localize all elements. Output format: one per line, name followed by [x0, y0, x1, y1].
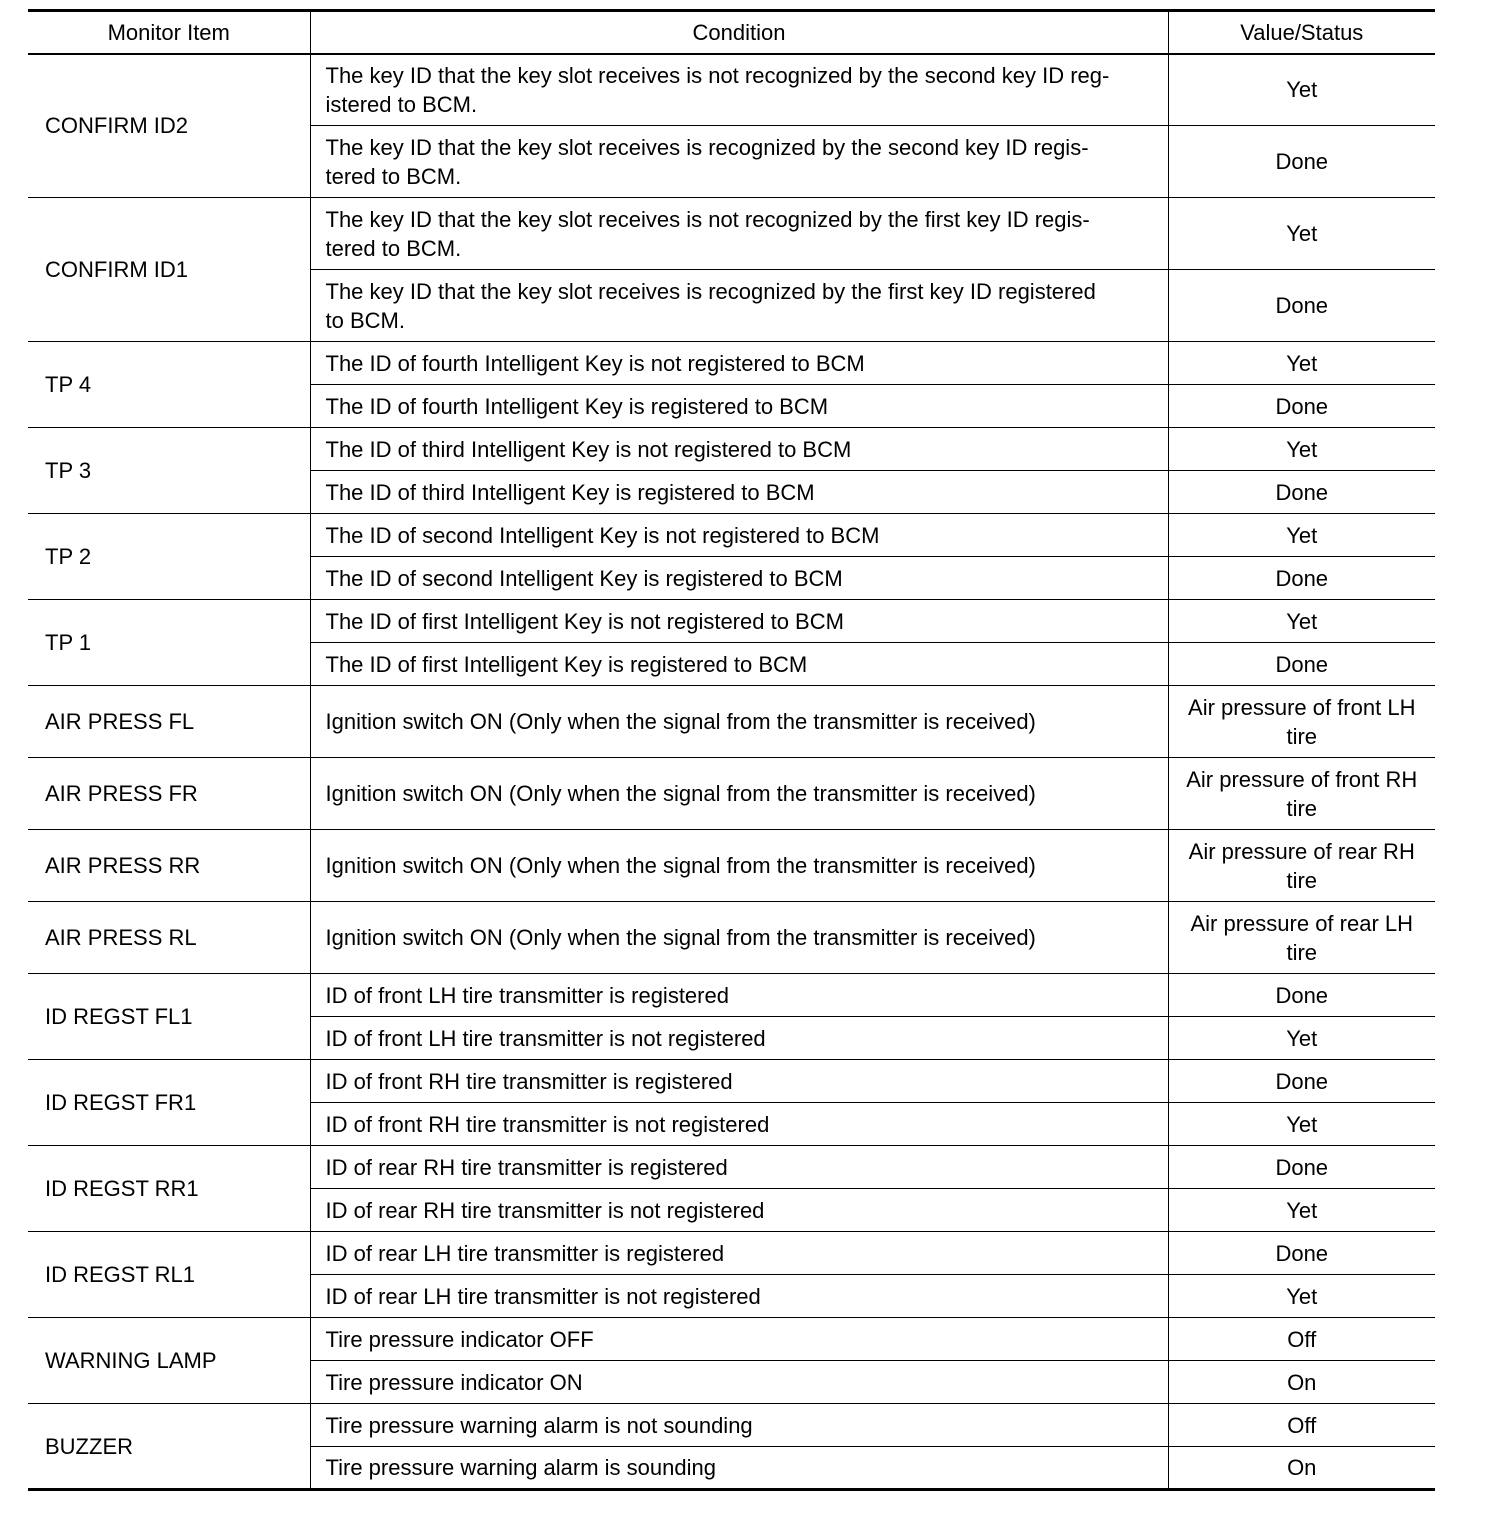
- value-line: Air pressure of front LH: [1188, 694, 1416, 720]
- value-cell: Yet: [1168, 1103, 1435, 1146]
- monitor-item-cell: WARNING LAMP: [28, 1318, 310, 1404]
- header-condition: Condition: [310, 11, 1168, 54]
- value-cell: [1168, 686, 1435, 758]
- value-cell: Done: [1168, 270, 1435, 342]
- condition-line: The key ID that the key slot receives is recognized by the first key ID registered: [325, 278, 1096, 304]
- value-cell: Done: [1168, 385, 1435, 428]
- value-cell: Yet: [1168, 428, 1435, 471]
- condition-cell: ID of front RH tire transmitter is not registered: [310, 1103, 1168, 1146]
- condition-cell: ID of front LH tire transmitter is not registered: [310, 1017, 1168, 1060]
- table-row: [28, 830, 1435, 902]
- value-cell: Yet: [1168, 342, 1435, 385]
- condition-cell: [310, 126, 1168, 198]
- value-line: Air pressure of rear RH: [1188, 838, 1415, 864]
- value-cell: Yet: [1168, 1189, 1435, 1232]
- value-cell: Yet: [1168, 1275, 1435, 1318]
- condition-cell: The ID of first Intelligent Key is not registered to BCM: [310, 600, 1168, 643]
- table-row: [28, 428, 1435, 471]
- value-cell: [1168, 902, 1435, 974]
- table-row: [28, 1146, 1435, 1189]
- condition-line: The key ID that the key slot receives is recognized by the second key ID regis-: [325, 134, 1089, 160]
- condition-line: istered to BCM.: [325, 91, 478, 117]
- table-row: [28, 600, 1435, 643]
- condition-line: The key ID that the key slot receives is not recognized by the first key ID regis-: [325, 206, 1090, 232]
- monitor-item-cell: ID REGST RL1: [28, 1232, 310, 1318]
- table-row: [28, 514, 1435, 557]
- value-cell: Yet: [1168, 1017, 1435, 1060]
- monitor-item-cell: ID REGST FL1: [28, 974, 310, 1060]
- value-line: Air pressure of rear LH: [1190, 910, 1414, 936]
- condition-cell: ID of front LH tire transmitter is registered: [310, 974, 1168, 1017]
- condition-cell: The ID of third Intelligent Key is not registered to BCM: [310, 428, 1168, 471]
- condition-cell: The ID of fourth Intelligent Key is not registered to BCM: [310, 342, 1168, 385]
- value-cell: Yet: [1168, 600, 1435, 643]
- condition-cell: Tire pressure indicator ON: [310, 1361, 1168, 1404]
- condition-cell: Tire pressure warning alarm is sounding: [310, 1447, 1168, 1490]
- value-cell: Done: [1168, 1146, 1435, 1189]
- condition-cell: Ignition switch ON (Only when the signal from the transmitter is received): [310, 902, 1168, 974]
- monitor-item-cell: CONFIRM ID2: [28, 54, 310, 198]
- monitor-item-table: [28, 9, 1435, 1491]
- monitor-item-cell: TP 2: [28, 514, 310, 600]
- condition-line: The key ID that the key slot receives is not recognized by the second key ID reg-: [325, 62, 1110, 88]
- condition-cell: The ID of second Intelligent Key is not registered to BCM: [310, 514, 1168, 557]
- value-cell: Yet: [1168, 54, 1435, 126]
- condition-cell: ID of rear RH tire transmitter is not registered: [310, 1189, 1168, 1232]
- value-cell: Done: [1168, 557, 1435, 600]
- condition-line: tered to BCM.: [325, 235, 462, 261]
- table-row: [28, 902, 1435, 974]
- value-cell: Yet: [1168, 514, 1435, 557]
- table-row: [28, 1404, 1435, 1447]
- condition-line: tered to BCM.: [325, 163, 462, 189]
- value-cell: [1168, 830, 1435, 902]
- value-line: Air pressure of front RH: [1186, 766, 1418, 792]
- value-cell: [1168, 758, 1435, 830]
- condition-cell: Tire pressure warning alarm is not sounding: [310, 1404, 1168, 1447]
- condition-cell: [310, 270, 1168, 342]
- header-value-status: Value/Status: [1168, 11, 1435, 54]
- condition-cell: [310, 198, 1168, 270]
- value-cell: Done: [1168, 126, 1435, 198]
- monitor-item-cell: AIR PRESS FR: [28, 758, 310, 830]
- monitor-item-cell: BUZZER: [28, 1404, 310, 1490]
- monitor-item-cell: AIR PRESS RR: [28, 830, 310, 902]
- monitor-item-cell: TP 4: [28, 342, 310, 428]
- monitor-item-cell: AIR PRESS FL: [28, 686, 310, 758]
- condition-cell: Ignition switch ON (Only when the signal from the transmitter is received): [310, 830, 1168, 902]
- condition-cell: ID of rear LH tire transmitter is not registered: [310, 1275, 1168, 1318]
- table-row: [28, 1318, 1435, 1361]
- table-header-row: [28, 11, 1435, 54]
- condition-cell: ID of rear LH tire transmitter is registered: [310, 1232, 1168, 1275]
- table-row: [28, 974, 1435, 1017]
- monitor-item-cell: AIR PRESS RL: [28, 902, 310, 974]
- table-row: [28, 54, 1435, 126]
- value-cell: Off: [1168, 1318, 1435, 1361]
- table-row: [28, 1060, 1435, 1103]
- value-cell: On: [1168, 1447, 1435, 1490]
- value-cell: On: [1168, 1361, 1435, 1404]
- monitor-item-cell: ID REGST RR1: [28, 1146, 310, 1232]
- condition-cell: The ID of first Intelligent Key is registered to BCM: [310, 643, 1168, 686]
- table-row: [28, 686, 1435, 758]
- value-cell: Off: [1168, 1404, 1435, 1447]
- condition-line: to BCM.: [325, 307, 405, 333]
- table-row: [28, 758, 1435, 830]
- value-cell: Done: [1168, 643, 1435, 686]
- monitor-item-cell: CONFIRM ID1: [28, 198, 310, 342]
- condition-cell: The ID of second Intelligent Key is registered to BCM: [310, 557, 1168, 600]
- value-cell: Done: [1168, 1060, 1435, 1103]
- value-cell: Done: [1168, 471, 1435, 514]
- value-line: tire: [1286, 723, 1318, 749]
- value-cell: Done: [1168, 1232, 1435, 1275]
- monitor-item-cell: TP 3: [28, 428, 310, 514]
- condition-cell: ID of rear RH tire transmitter is registered: [310, 1146, 1168, 1189]
- monitor-item-cell: TP 1: [28, 600, 310, 686]
- condition-cell: Tire pressure indicator OFF: [310, 1318, 1168, 1361]
- condition-cell: Ignition switch ON (Only when the signal from the transmitter is received): [310, 686, 1168, 758]
- table-row: [28, 1232, 1435, 1275]
- condition-cell: Ignition switch ON (Only when the signal from the transmitter is received): [310, 758, 1168, 830]
- value-cell: Done: [1168, 974, 1435, 1017]
- condition-cell: The ID of fourth Intelligent Key is registered to BCM: [310, 385, 1168, 428]
- value-line: tire: [1286, 867, 1318, 893]
- value-line: tire: [1286, 939, 1318, 965]
- table-row: [28, 198, 1435, 270]
- condition-cell: The ID of third Intelligent Key is registered to BCM: [310, 471, 1168, 514]
- table-row: [28, 342, 1435, 385]
- value-cell: Yet: [1168, 198, 1435, 270]
- condition-cell: [310, 54, 1168, 126]
- condition-cell: ID of front RH tire transmitter is registered: [310, 1060, 1168, 1103]
- monitor-item-cell: ID REGST FR1: [28, 1060, 310, 1146]
- header-monitor-item: Monitor Item: [28, 11, 310, 54]
- value-line: tire: [1286, 795, 1318, 821]
